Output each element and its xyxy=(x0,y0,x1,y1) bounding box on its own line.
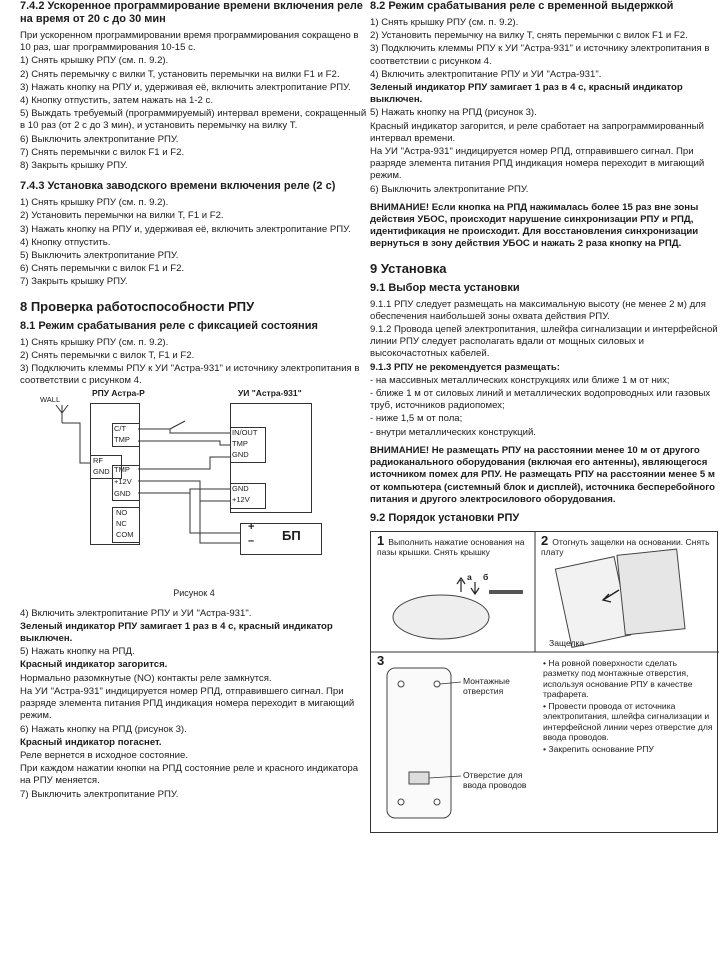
list-item: Нормально разомкнутые (NO) контакты реле замкнутся. xyxy=(20,672,272,684)
screwdriver-icon xyxy=(489,590,523,594)
list-item: 4) Кнопку отпустить. xyxy=(20,236,111,248)
terminal-label: NC xyxy=(116,519,127,529)
list-item: 3) Нажать кнопку на РПУ и, удерживая её, включить электропитание РПУ. xyxy=(20,81,351,93)
arrow-icon xyxy=(457,578,465,592)
list-after xyxy=(20,608,368,801)
circuit-board-icon xyxy=(617,549,685,635)
terminal-label: GND xyxy=(232,450,249,460)
list-item: 6) Снять перемычки с вилок F1 и F2. xyxy=(20,263,185,275)
list-item: 3) Подключить клеммы РПУ к УИ "Астра-931" и источнику электропитания в соответствии с рисунком 4. xyxy=(370,43,710,67)
step-number: 1 xyxy=(377,532,385,548)
device-base-template-icon xyxy=(387,668,451,818)
section-title-8: 8 Проверка работоспособности РПУ xyxy=(20,298,255,314)
terminal-label: +12V xyxy=(114,477,132,487)
list-item: 4) Включить электропитание РПУ и УИ "Астра-931". xyxy=(20,607,252,619)
step-text: Выполнить нажатие основания на пазы крышки. Снять крышку xyxy=(377,536,525,558)
list-item: 3) Нажать кнопку на РПУ и, удерживая её, включить электропитание РПУ. xyxy=(20,223,351,235)
list-item: На УИ "Астра-931" индицируется номер РПД, отправившего сигнал. При разряде элемента питания РПД индикация номера переходит в мигающий режим. xyxy=(20,685,355,722)
arrow-label-b: б xyxy=(483,571,489,582)
step-3 xyxy=(377,652,388,668)
mounting-hole-icon xyxy=(434,681,440,687)
list-item: 4) Кнопку отпустить, затем нажать на 1-2 с. xyxy=(20,95,213,107)
rpu-title: РПУ Астра-Р xyxy=(92,388,145,399)
terminal-label: TMP xyxy=(114,465,130,475)
mounting-holes-label: Монтажные отверстия xyxy=(463,675,510,697)
right-column xyxy=(370,0,718,833)
psu-minus: – xyxy=(248,535,255,548)
psu-plus: + xyxy=(248,521,255,534)
wall-label: WALL xyxy=(40,395,61,405)
step-3-instructions xyxy=(543,658,713,756)
list-item: 2) Установить перемычки на вилки T, F1 и F2. xyxy=(20,210,224,222)
latch-label: Защелка xyxy=(549,637,585,648)
terminal-label: TMP xyxy=(232,439,248,449)
left-column xyxy=(20,0,368,802)
list-item: 4) Включить электропитание РПУ и УИ "Астра-931". xyxy=(370,68,602,80)
list-item: 8) Закрыть крышку РПУ. xyxy=(20,160,128,172)
list-item: • Провести провода от источника электропитания, шлейфа сигнализации и интерфейсной линии через отверстие для ввода проводов. xyxy=(543,700,713,743)
paragraph: 9.1.2 Провода цепей электропитания, шлейфа сигнализации и интерфейсной линии РПУ следует располагать вдали от мощных силовых и высокочастотных кабелей. xyxy=(370,324,718,360)
list-item: 7) Снять перемычки с вилок F1 и F2. xyxy=(20,146,185,158)
list-item: - внутри металлических конструкций. xyxy=(370,426,536,438)
mounting-hole-icon xyxy=(398,799,404,805)
antenna-icon xyxy=(56,405,68,423)
arrow-label-a: а xyxy=(467,571,472,582)
figure-caption: Рисунок 4 xyxy=(173,588,215,599)
list-item: 6) Нажать кнопку на РПД (рисунок 3). xyxy=(20,723,187,735)
list-item: 5) Нажать кнопку на РПД (рисунок 3). xyxy=(370,107,537,119)
list-82 xyxy=(370,17,718,196)
installation-steps xyxy=(370,531,718,833)
list-item: - ниже 1,5 м от пола; xyxy=(370,413,463,425)
list-item: 7) Выключить электропитание РПУ. xyxy=(20,788,179,800)
mounting-hole-icon xyxy=(434,799,440,805)
list-item: 1) Снять крышку РПУ (см. п. 9.2). xyxy=(20,197,169,209)
terminal-label: GND xyxy=(232,484,249,494)
list-item: • Закрепить основание РПУ xyxy=(543,743,654,754)
step-1 xyxy=(377,532,527,558)
section-title-9: 9 Установка xyxy=(370,260,447,276)
terminal-label: COM xyxy=(116,530,134,540)
wire-hole-label: Отверстие для ввода проводов xyxy=(463,769,527,791)
wiring-diagram xyxy=(20,388,368,583)
list-item: 2) Снять перемычки с вилок T, F1 и F2. xyxy=(20,349,195,361)
wire-entry-icon xyxy=(409,772,429,784)
step-text: Отогнуть защелки на основании. Снять плату xyxy=(541,536,710,558)
terminal-label: TMP xyxy=(114,435,130,445)
subsection-title-8-1: 8.1 Режим срабатывания реле с фиксацией состояния xyxy=(20,319,318,332)
terminal-label: NO xyxy=(116,508,128,518)
list-item: Реле вернется в исходное состояние. xyxy=(20,749,188,761)
list-item: 1) Снять крышку РПУ (см. п. 9.2). xyxy=(20,55,169,67)
list-743 xyxy=(20,197,368,288)
list-item: 5) Нажать кнопку на РПД. xyxy=(20,646,135,658)
list-item: Красный индикатор погаснет. xyxy=(20,736,162,748)
warning-placement: ВНИМАНИЕ! Не размещать РПУ на расстоянии менее 10 м от другого радиоканального оборудования (включая его антенны), являющегося источником помех для РПУ. Не размещать РПУ на расстоянии менее 5 м от компьютера (системный блок и дисплей), источника бесперебойного питания и другого электросилового оборудования. xyxy=(370,444,715,505)
terminal-label: C/T xyxy=(114,424,127,434)
list-item: - ближе 1 м от силовых линий и металлических водопроводных или газовых труб, источников радиопомех; xyxy=(370,388,711,412)
list-item: 5) Выждать требуемый (программируемый) интервал времени, сокращенный в 10 раз (от 2 с до 3 мин), и установить перемычку на вилку T. xyxy=(20,108,367,132)
paragraph: 9.1.3 РПУ не рекомендуется размещать: xyxy=(370,361,560,373)
list-item: 2) Снять перемычку с вилки T, установить перемычки на вилки F1 и F2. xyxy=(20,68,340,80)
section-title-7-4-3: 7.4.3 Установка заводского времени включения реле (2 с) xyxy=(20,180,336,193)
terminal-label: GND xyxy=(93,467,110,477)
section-title-7-4-2: 7.4.2 Ускоренное программирование времени включения реле на время от 20 с до 30 мин xyxy=(20,0,363,25)
list-item: 6) Выключить электропитание РПУ. xyxy=(370,183,529,195)
list-742 xyxy=(20,55,368,172)
subsection-title-9-2: 9.2 Порядок установки РПУ xyxy=(370,511,520,524)
paragraph: 9.1.1 РПУ следует размещать на максимальную высоту (не менее 2 м) для обеспечения наибольшей зоны охвата действия РПУ. xyxy=(370,298,706,322)
section-title-8-2: 8.2 Режим срабатывания реле с временной выдержкой xyxy=(370,0,674,12)
terminal-label: GND xyxy=(114,489,131,499)
terminal-label: IN/OUT xyxy=(232,428,258,438)
terminal-label: +12V xyxy=(232,495,250,505)
warning-sync: ВНИМАНИЕ! Если кнопка на РПД нажималась более 15 раз вне зоны действия УБОС, происходит нарушение синхронизации РПУ и РПД, идентификация не происходит. Для восстановления синхронизации вернуться в зону действия УБОС и нажать 2 раза кнопку на РПД. xyxy=(370,201,699,250)
mounting-hole-icon xyxy=(398,681,404,687)
paragraph: При ускоренном программировании время программирования сокращено в 10 раз, шаг программирования 10-15 с. xyxy=(20,30,359,54)
ui-title: УИ "Астра-931" xyxy=(238,388,302,399)
list-item: - на массивных металлических конструкциях или ближе 1 м от них; xyxy=(370,374,670,386)
list-item: При каждом нажатии кнопки на РПД состояние реле и красного индикатора на РПУ меняется. xyxy=(20,763,359,787)
list-item: 1) Снять крышку РПУ (см. п. 9.2). xyxy=(370,17,519,28)
list-item: 2) Установить перемычку на вилку T, снять перемычки с вилок F1 и F2. xyxy=(370,30,688,42)
step-number: 2 xyxy=(541,532,549,548)
list-item: Зеленый индикатор РПУ замигает 1 раз в 4 с, красный индикатор выключен. xyxy=(20,620,333,645)
arrow-icon xyxy=(471,582,479,594)
terminal-label: RF xyxy=(93,456,103,466)
list-item: Красный индикатор загорится, и реле сработает на запрограммированный интервал времени. xyxy=(370,120,704,144)
list-item: 6) Выключить электропитание РПУ. xyxy=(20,133,179,145)
list-item: Красный индикатор загорится. xyxy=(20,659,168,671)
step-2 xyxy=(541,532,711,558)
psu-label: БП xyxy=(282,528,301,544)
device-cover-icon xyxy=(393,595,489,639)
list-item: 7) Закрыть крышку РПУ. xyxy=(20,276,128,288)
list-item: 3) Подключить клеммы РПУ к УИ "Астра-931" и источнику электропитания в соответствии с рисунком 4. xyxy=(20,363,360,387)
list-item: На УИ "Астра-931" индицируется номер РПД, отправившего сигнал. При разряде элемента питания РПД индикация номера переходит в мигающий режим. xyxy=(370,146,705,182)
list-item: • На ровной поверхности сделать разметку под монтажные отверстия, используя основание РПУ в качестве трафарета. xyxy=(543,657,693,700)
list-item: 5) Выключить электропитание РПУ. xyxy=(20,250,179,262)
list-item: Зеленый индикатор РПУ замигает 1 раз в 4 с, красный индикатор выключен. xyxy=(370,82,683,106)
step-number: 3 xyxy=(377,652,385,668)
subsection-title-9-1: 9.1 Выбор места установки xyxy=(370,281,520,294)
list-item: 1) Снять крышку РПУ (см. п. 9.2). xyxy=(20,336,169,348)
